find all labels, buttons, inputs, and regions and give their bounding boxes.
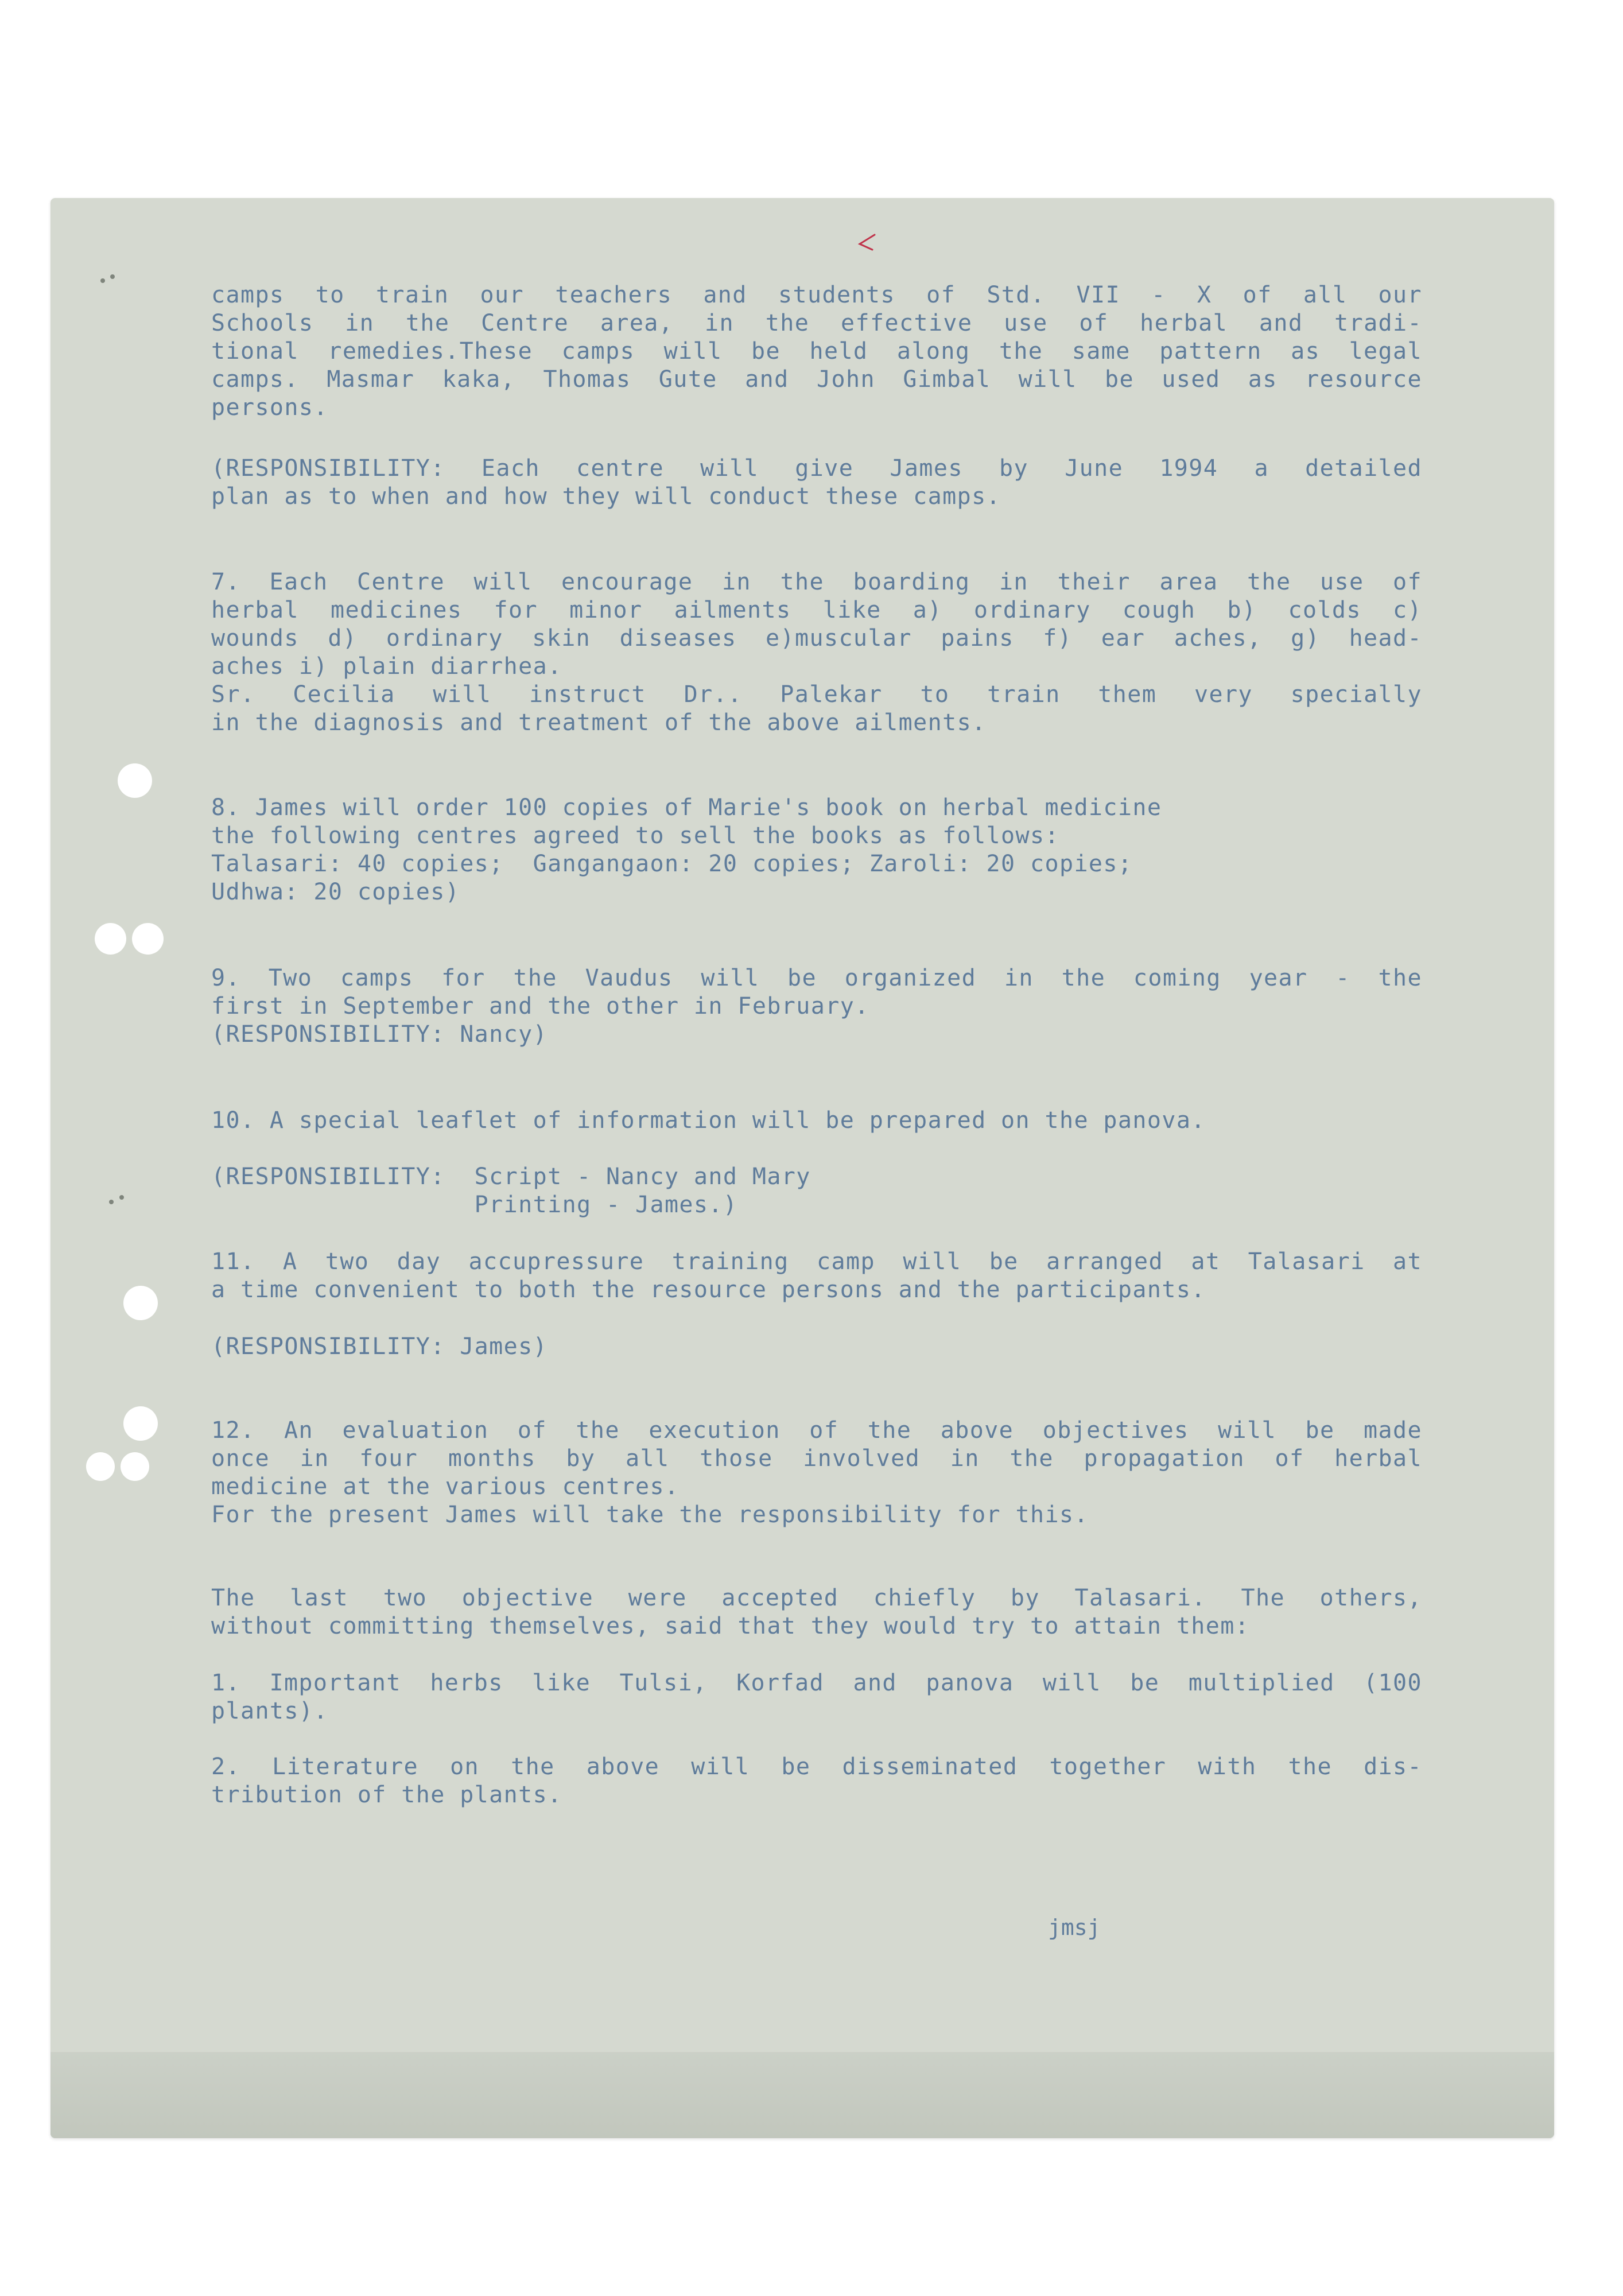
paper-speck (109, 1200, 114, 1204)
text-line: For the present James will take the responsibility for this. (211, 1502, 1089, 1528)
text-line: a time convenient to both the resource persons and the participants. (211, 1277, 1206, 1303)
text-line: 11. A two day accupressure training camp will be arranged at Talasari at (211, 1248, 1422, 1275)
text-line: Sr. Cecilia will instruct Dr.. Palekar to train them very specially (211, 681, 1422, 708)
paragraph-10-responsibility (211, 1163, 1422, 1219)
text-line: plan as to when and how they will conduct these camps. (211, 483, 1001, 510)
text-line: the following centres agreed to sell the books as follows: (211, 823, 1059, 849)
text-line: 10. A special leaflet of information will be prepared on the panova. (211, 1107, 1206, 1134)
paragraph-7-continuation (211, 681, 1422, 737)
text-line: herbal medicines for minor ailments like a) ordinary cough b) colds c) (211, 597, 1422, 623)
item-2 (211, 1753, 1422, 1809)
text-line: 1. Important herbs like Tulsi, Korfad and panova will be multiplied (100 (211, 1670, 1422, 1696)
text-line: first in September and the other in February. (211, 993, 869, 1019)
punch-hole (123, 1286, 158, 1320)
text-line: 7. Each Centre will encourage in the boarding in their area the use of (211, 569, 1422, 595)
text-line: wounds d) ordinary skin diseases e)muscular pains f) ear aches, g) head- (211, 625, 1422, 651)
paragraph-6-responsibility (211, 455, 1422, 511)
punch-hole (95, 923, 126, 955)
text-line: medicine at the various centres. (211, 1473, 680, 1500)
text-line: without committing themselves, said that they would try to attain them: (211, 1613, 1250, 1639)
paragraph-8 (211, 794, 1422, 906)
text-line: (RESPONSIBILITY: James) (211, 1333, 548, 1360)
text-line: camps. Masmar kaka, Thomas Gute and John Gimbal will be used as resource (211, 366, 1422, 393)
red-tick-mark-icon (855, 232, 878, 255)
paragraph-6 (211, 281, 1422, 422)
paper-speck (110, 274, 115, 279)
punch-hole (123, 1406, 158, 1441)
paragraph-11 (211, 1248, 1422, 1304)
text-line: 9. Two camps for the Vaudus will be organized in the coming year - the (211, 965, 1422, 991)
paragraph-11-responsibility (211, 1333, 1422, 1361)
text-line: Udhwa: 20 copies) (211, 879, 460, 905)
paragraph-12 (211, 1417, 1422, 1529)
text-line: aches i) plain diarrhea. (211, 653, 562, 680)
punch-hole (121, 1452, 149, 1481)
text-line: 2. Literature on the above will be disseminated together with the dis- (211, 1754, 1422, 1780)
paragraph-9 (211, 964, 1422, 1049)
text-line: 12. An evaluation of the execution of the above objectives will be made (211, 1417, 1422, 1444)
text-line: Printing - James.) (211, 1192, 738, 1218)
text-line: camps to train our teachers and students of Std. VII - X of all our (211, 282, 1422, 308)
text-line: The last two objective were accepted chiefly by Talasari. The others, (211, 1585, 1422, 1611)
paragraph-7 (211, 568, 1422, 681)
item-1 (211, 1669, 1422, 1725)
punch-hole (86, 1452, 115, 1481)
paper-speck (100, 278, 105, 283)
text-line: persons. (211, 394, 328, 421)
typist-initials: jmsj (1048, 1915, 1101, 1940)
text-line: Schools in the Centre area, in the effective use of herbal and tradi- (211, 310, 1422, 336)
paragraph-10 (211, 1107, 1422, 1135)
text-line: 8. James will order 100 copies of Marie's book on herbal medicine (211, 794, 1162, 821)
text-line: Talasari: 40 copies; Gangangaon: 20 copies; Zaroli: 20 copies; (211, 851, 1133, 877)
closing-paragraph (211, 1584, 1422, 1640)
text-line: (RESPONSIBILITY: Nancy) (211, 1021, 548, 1048)
text-line: in the diagnosis and treatment of the above ailments. (211, 709, 987, 736)
text-line: tribution of the plants. (211, 1782, 562, 1808)
text-line: tional remedies.These camps will be held along the same pattern as legal (211, 338, 1422, 364)
text-line: (RESPONSIBILITY: Script - Nancy and Mary (211, 1163, 811, 1190)
punch-hole (132, 923, 164, 955)
text-line: (RESPONSIBILITY: Each centre will give James by June 1994 a detailed (211, 455, 1422, 482)
paper-speck (119, 1195, 124, 1200)
text-line: plants). (211, 1698, 328, 1724)
punch-hole (118, 763, 152, 798)
text-line: once in four months by all those involved in the propagation of herbal (211, 1445, 1422, 1472)
